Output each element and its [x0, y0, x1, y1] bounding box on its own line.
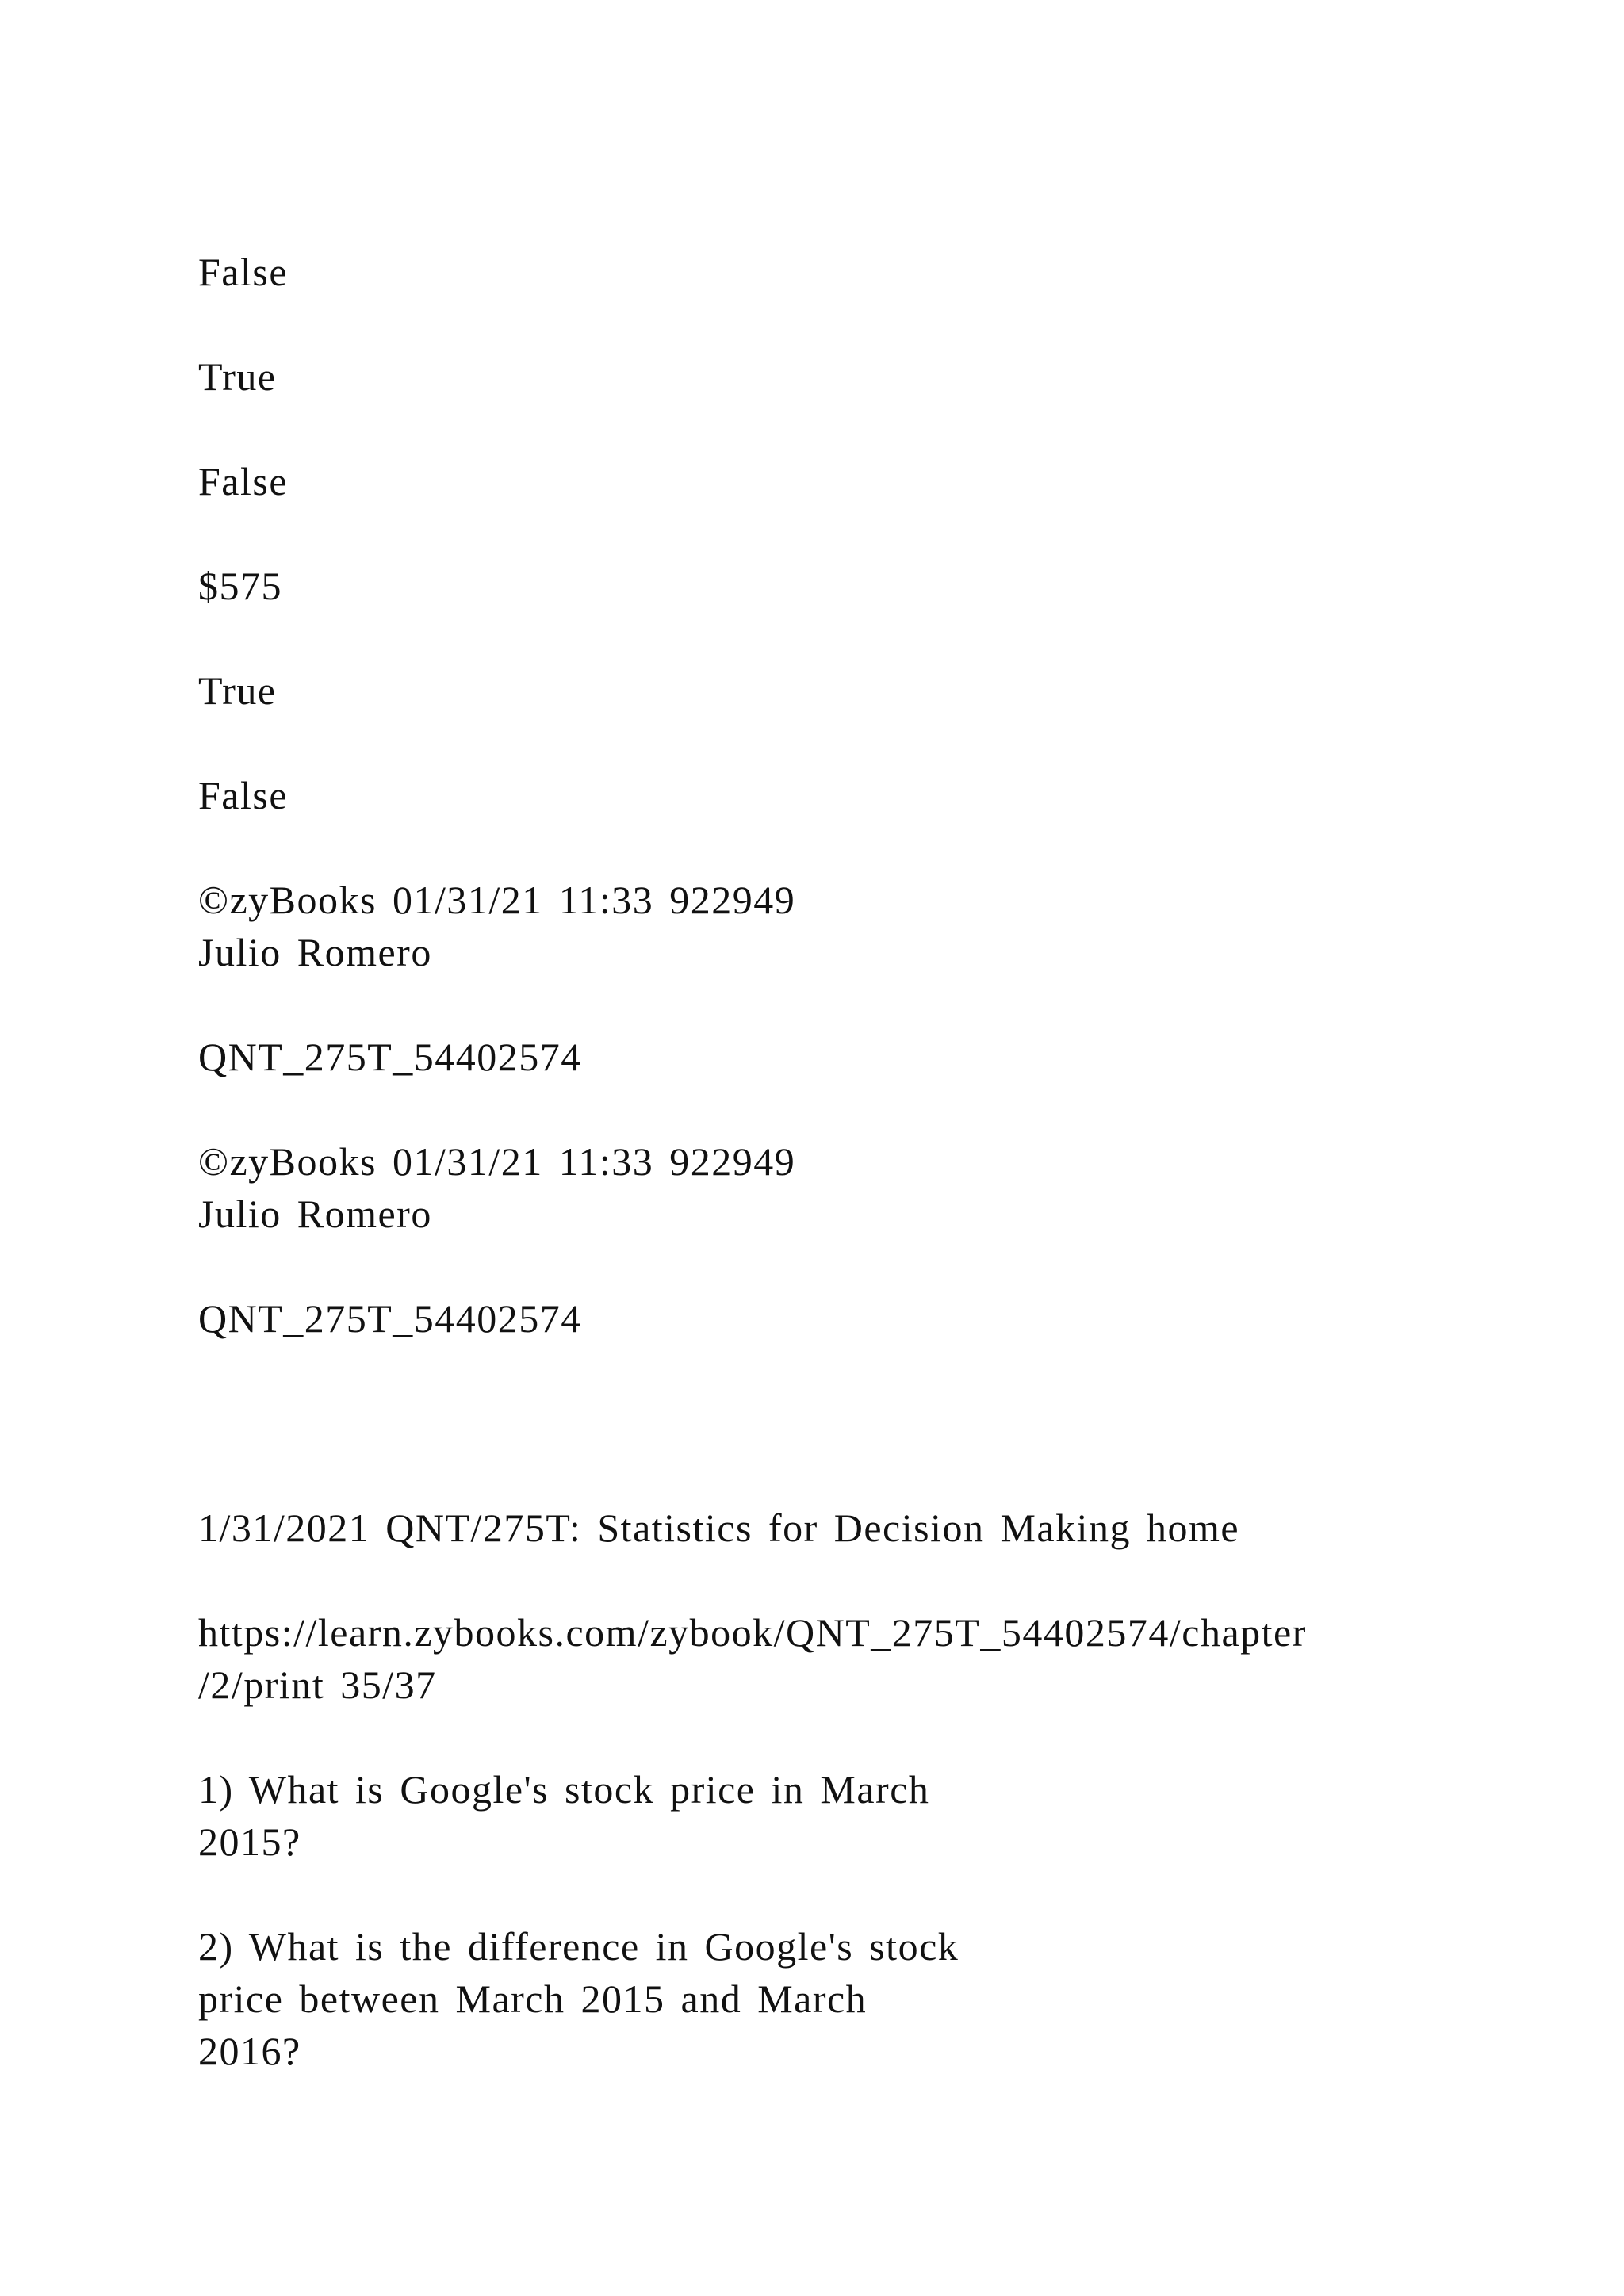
question-1-line-2: 2015?: [198, 1820, 301, 1864]
watermark-name: Julio Romero: [198, 1192, 432, 1236]
print-header-title: 1/31/2021 QNT/275T: Statistics for Decision Making home: [198, 1506, 1240, 1550]
watermark-copyright: ©zyBooks 01/31/21 11:33 922949: [198, 878, 796, 922]
answer-6: False: [198, 773, 289, 817]
answer-5: True: [198, 668, 277, 713]
question-1-line-1: 1) What is Google's stock price in March: [198, 1767, 930, 1812]
print-header-url: https://learn.zybooks.com/zybook/QNT_275T_54402574/chapter: [198, 1610, 1307, 1655]
watermark-name: Julio Romero: [198, 930, 432, 974]
question-2-line-2: price between March 2015 and March: [198, 1976, 868, 2021]
answer-3: False: [198, 459, 289, 503]
answer-2: True: [198, 354, 277, 399]
watermark-course-id: QNT_275T_54402574: [198, 1035, 582, 1079]
watermark-course-id: QNT_275T_54402574: [198, 1296, 582, 1341]
question-2-line-3: 2016?: [198, 2029, 301, 2073]
answer-4: $575: [198, 564, 282, 608]
question-2-line-1: 2) What is the difference in Google's stock: [198, 1924, 959, 1969]
print-header-page: /2/print 35/37: [198, 1663, 437, 1707]
answer-1: False: [198, 250, 289, 294]
watermark-copyright: ©zyBooks 01/31/21 11:33 922949: [198, 1139, 796, 1184]
